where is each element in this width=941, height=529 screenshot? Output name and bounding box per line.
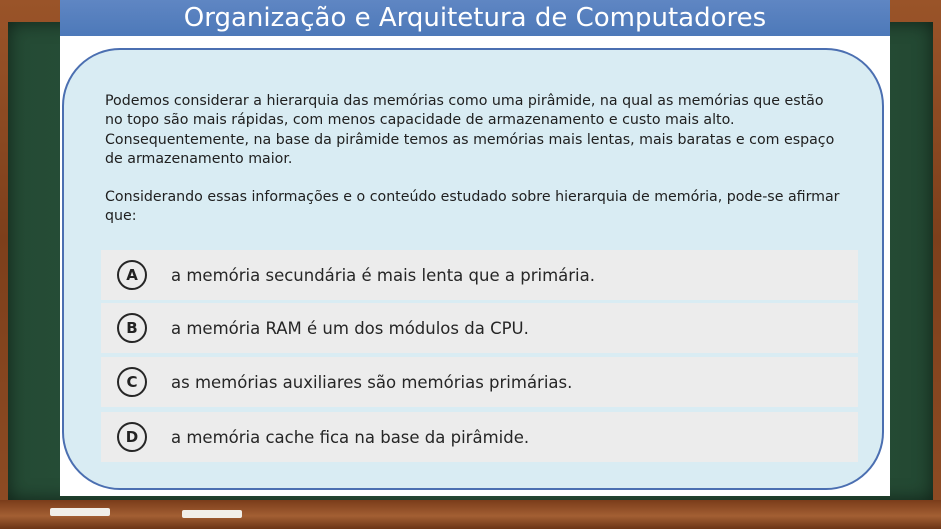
chalk-piece: [182, 510, 242, 518]
option-d[interactable]: [101, 412, 858, 462]
page-title: Organização e Arquitetura de Computadores: [60, 0, 890, 36]
option-letter-c: C: [117, 367, 147, 397]
option-a[interactable]: [101, 250, 858, 300]
question-paragraph-1: Podemos considerar a hierarquia das memórias como uma pirâmide, na qual as memórias que estão no topo são mais rápidas, com menos capacidade de armazenamento e custo mais alto. Consequentemente, na base da pirâmide temos as memórias mais lentas, mais baratas e com espaço de armazenamento maior.: [105, 93, 835, 168]
option-c[interactable]: [101, 357, 858, 407]
option-letter-a: A: [117, 260, 147, 290]
chalk-ledge: [0, 500, 941, 529]
question-prompt: Considerando essas informações e o conteúdo estudado sobre hierarquia de memória, pode-se afirmar que:: [105, 189, 840, 225]
chalk-piece: [50, 508, 110, 516]
option-letter-d: D: [117, 422, 147, 452]
option-text-b: a memória RAM é um dos módulos da CPU.: [171, 318, 529, 338]
option-b[interactable]: [101, 303, 858, 353]
option-text-a: a memória secundária é mais lenta que a primária.: [171, 265, 595, 285]
option-text-d: a memória cache fica na base da pirâmide.: [171, 427, 530, 447]
option-letter-b: B: [117, 313, 147, 343]
option-text-c: as memórias auxiliares são memórias primárias.: [171, 372, 573, 392]
